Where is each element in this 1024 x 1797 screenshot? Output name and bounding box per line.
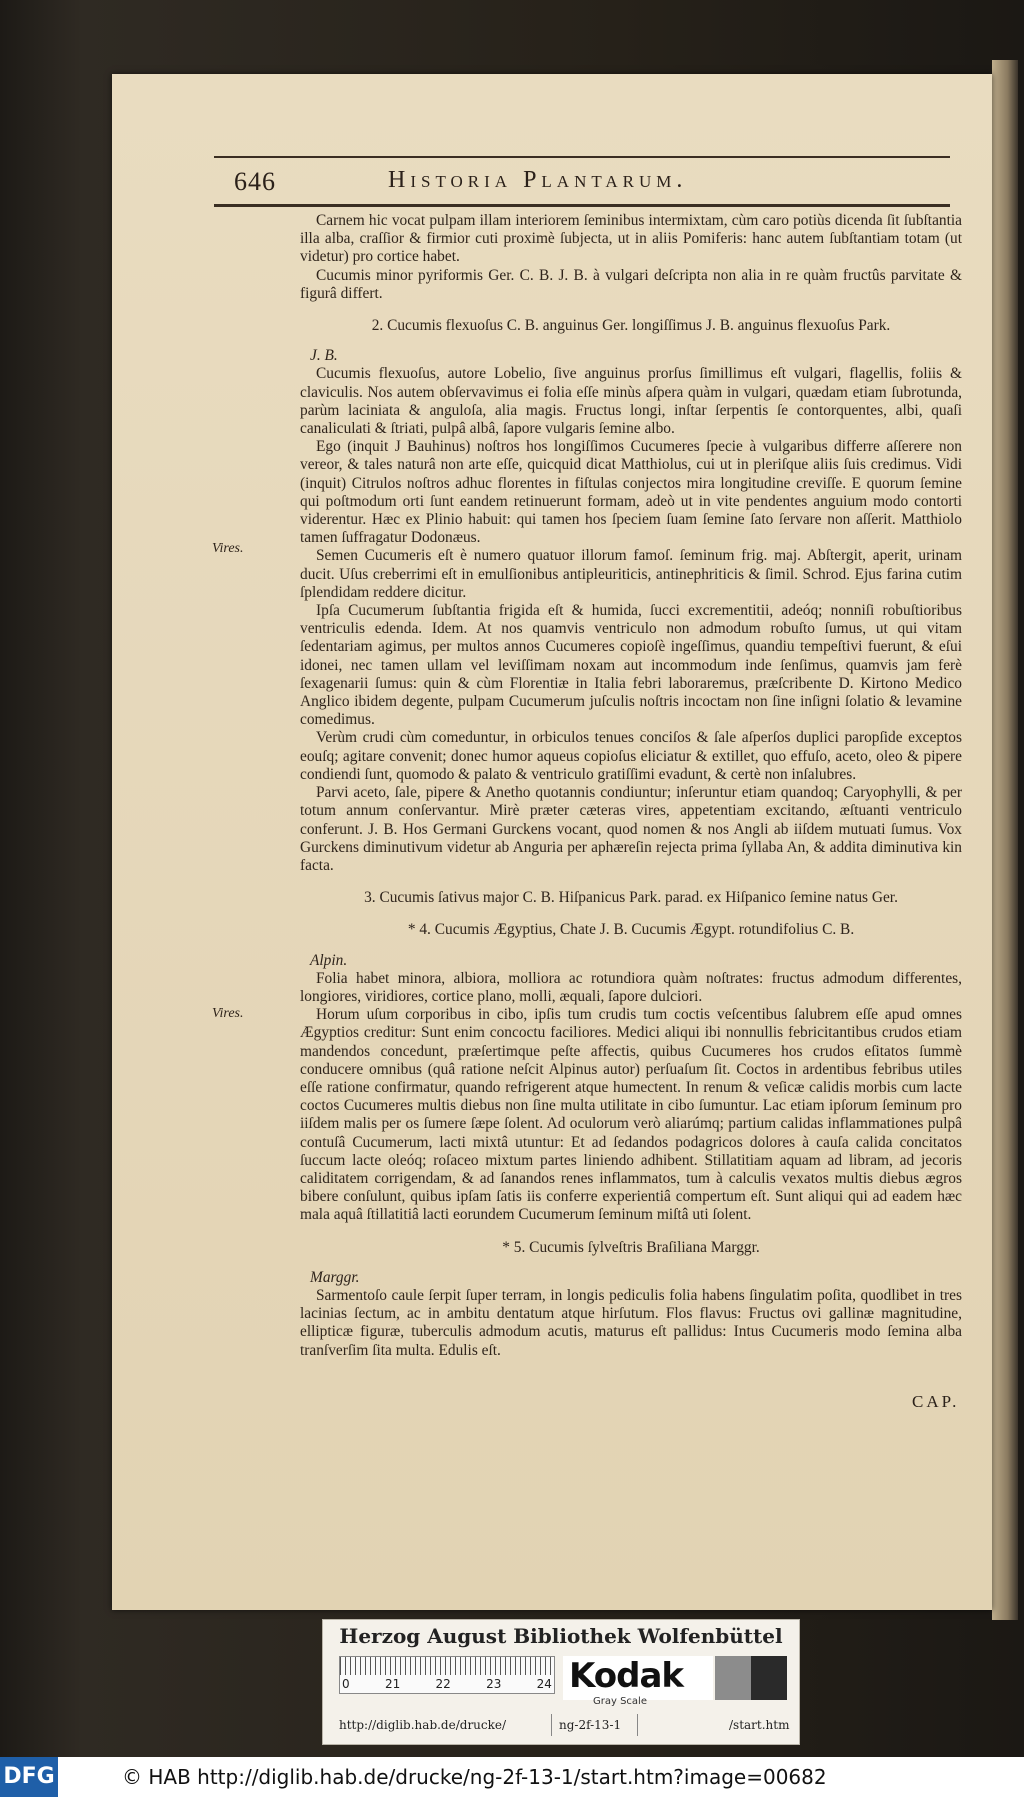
paragraph: Parvi aceto, ſale, pipere & Anetho quotannis condiuntur; inſeruntur etiam quandoq; Caryophylli, & per totum annum conſervantur. Mirè præter cæteras vires, appetentiam excitando, æſtuanti ventriculo conferunt. J. B. Hos Germani Gurckens vocant, quod nomen & nos Angli ab iiſdem mutuati ſumus. Vox Gurckens diminutivum videtur ab Anguria per aphæreſin rejecta prima ſyllaba An, & addita diminutiva kin facta. [300,784,962,874]
library-title: Herzog August Bibliothek Wolfenbüttel [339,1624,783,1648]
dfg-logo: DFG [0,1757,58,1797]
ruler-numbers [342,1677,552,1691]
paragraph: Ego (inquit J Bauhinus) noſtros hos longiſſimos Cucumeres ſpecie à vulgaribus differre aſſerere non vereor, & tales naturâ non arte eſſe, quicquid dicat Matthiolus, cui ut in pleriſque aliis ſuis credimus. Vidi (inquit) Citrulos noſtros adhuc florentes in fiſtulas conjectos mira longitudine creviſſe. E quorum ſemine qui poſtmodum orti ſunt eandem retinuerunt formam, adeò ut in vite pendentes anguium modo contorti viderentur. Hæc ex Plinio habuit: qui tamen hos ſpeciem ſuam ſemine ſato ſervare non aſſerit. Matthiolo tamen ſuffragatur Dodonæus. [300,438,962,547]
source-label: J. B. [310,347,338,365]
library-card [322,1619,800,1745]
url-base: http://diglib.hab.de/drucke/ [339,1718,507,1732]
margin-note-vires: Vires. [212,541,244,556]
running-head: Historia Plantarum. [388,167,688,193]
ruler-number: 0 [342,1677,350,1691]
paragraph: Folia habet minora, albiora, molliora ac rotundiora quàm noſtrates: fructus admodum differentes, longiores, viridiores, cortice plano, molli, æquali, ſapore dulciori. [300,969,962,1005]
kodak-logo-box [563,1656,713,1707]
paragraph: Ipſa Cucumerum ſubſtantia frigida eſt & humida, ſucci excrementitii, adeóq; nonniſi robuſtioribus ventriculis edenda. Idem. At nos quamvis ventriculo non admodum robuſto ſumus, ut qui vitam ſedentariam agimus, per multos annos Cucumeres copioſè ingeſſimus, quandiu tempeſtivi fuerunt, & eſui idonei, nec tamen ullam vel leviſſimam noxam aut incommodum inde ſenſimus, quamvis jam ferè ſexagenarii ſumus: quin & cùm Florentiæ in Italia febri laboraremus, præſcribente D. Kirtono Medico Anglico ibidem degente, pulpam Cucumerum juſculis noſtris incoctam non ſine inſigni ſolatio & levamine comedimus. [300,602,962,729]
page-edge [992,60,1018,1620]
catchword: CAP. [912,1392,960,1411]
species-heading: 3. Cucumis ſativus major C. B. Hiſpanicus Park. parad. ex Hiſpanico ſemine natus Ger. [364,889,898,907]
paragraph: Cucumis flexuoſus, autore Lobelio, ſive anguinus prorſus ſimillimus eſt vulgari, flagellis, foliis & claviculis. Nos autem obſervavimus ei folia eſſe minùs aſpera quàm in vulgari, quædam etiam ſubrotunda, parùm laciniata & anguloſa, alia magis. Fructus longi, inſtar ſerpentis ſe contorquentes, albi, quaſi canaliculati & ſtriati, pulpâ albâ, ſapore vulgaris ſemine albo. [300,365,962,438]
ruler-ticks [340,1657,554,1675]
footer-bar [0,1757,1024,1797]
body-text [300,212,962,1360]
species-heading: 2. Cucumis flexuoſus C. B. anguinus Ger. longiſſimus J. B. anguinus flexuoſus Park. [371,317,891,335]
paragraph: Sarmentoſo caule ſerpit ſuper terram, in longis pediculis folia habens ſingulatim poſita, quodlibet in tres lacinias ſectum, ac in ambitu dentatum atque hirſutum. Flos flavus: Fructus ovi gallinæ magnitudine, ellipticæ figuræ, tuberculis admodum acutis, maturus eſt pallidus: Intus Cucumeris modo ſemina alba tranſverſim ſita multa. Edulis eſt. [300,1286,962,1359]
ruler-number: 24 [536,1677,552,1691]
source-label: Marggr. [310,1268,360,1286]
gray-scale-label: Gray Scale [593,1696,647,1707]
species-heading: * 5. Cucumis ſylveſtris Braſiliana Marggr. [502,1238,760,1256]
gray-swatch [715,1656,751,1700]
url-shelfmark: ng-2f-13-1 [559,1718,622,1732]
footer-copyright-link[interactable]: © HAB http://diglib.hab.de/drucke/ng-2f-13-1/start.htm?image=00682 [122,1765,827,1789]
kodak-logo: Kodak [569,1656,683,1696]
species-heading: * 4. Cucumis Ægyptius, Chate J. B. Cucumis Ægypt. rotundifolius C. B. [407,921,855,939]
margin-note-vires: Vires. [212,1006,244,1021]
ruler-number: 23 [486,1677,502,1691]
source-label: Alpin. [310,951,348,969]
url-separator [551,1714,552,1736]
page-number: 646 [234,167,276,196]
paragraph: Horum uſum corporibus in cibo, ipſis tum crudis tum coctis veſcentibus ſalubrem eſſe apud omnes Ægyptios creditur: Sunt enim concoctu faciliores. Medici aliqui ibi nonnullis febricitantibus crudos etiam mandendos concedunt, præſertimque peſte affectis, quibus Cucumeres hos crudos eſitatos ſummè conducere omnibus (quâ ratione neſcit Alpinus autor) perſuaſum ſit. Coctos in ardentibus febribus utiles eſſe ratione confirmatur, quando refrigerent atque humectent. In renum & veſicæ calidis morbis cum lacte coctos Cucumeres multis diebus non ſine multa utilitate in cibo ſumuntur. Lac etiam ipſorum ſeminum pro iiſdem malis per os ſumere ſæpe ſolent. Ad oculorum verò aliarúmq; partium calidas inflammationes pulpâ contuſâ Cucumerum, lacti mixtâ utuntur: Et ad ſedandos podagricos dolores à cauſa calida concitatos ſuccum lacte oleóq; roſaceo mixtum partes liniendo adhibent. Stillatitiam aquam ad libram, ad jecoris caliditatem corrigendam, & ad ſanandos renes inflammatos, tum à calculis vexatos multis diebus ægros bibere conſulunt, quibus ipſam ſatis iis conferre experientiâ compertum eſt. Sunt aliqui qui ad eadem hæc mala aquâ ſtillatitiâ lacti eorundem Cucumerum ſeminum miſtâ uti ſolent. [300,1006,962,1224]
url-end: /start.htm [729,1718,790,1732]
paragraph: Semen Cucumeris eſt è numero quatuor illorum famoſ. ſeminum frig. maj. Abſtergit, aperit, urinam ducit. Uſus creberrimi eſt in emulſionibus antipleuriticis, antinephriticis & ſimil. Schrod. Ejus farina cutim ſplendidam reddere dicitur. [300,547,962,601]
url-separator [637,1714,638,1736]
paragraph: Verùm crudi cùm comeduntur, in orbiculos tenues conciſos & ſale aſperſos duplici paropſide exceptos eouſq; agitare convenit; donec humor aqueus copioſus eliciatur & extillet, quo effuſo, aceto, oleo & pipere condiendi ſunt, quomodo & palato & ventriculo gratiſſimi evadunt, & certè non inſalubres. [300,729,962,783]
ruler [339,1656,555,1694]
gray-swatch [751,1656,787,1700]
ruler-number: 21 [384,1677,401,1691]
ruler-number: 22 [435,1677,451,1691]
header-rule-bottom [214,204,950,207]
paragraph: Cucumis minor pyriformis Ger. C. B. J. B. à vulgari deſcripta non alia in re quàm fructûs parvitate & figurâ differt. [300,266,962,302]
header-rule [214,156,950,158]
paragraph: Carnem hic vocat pulpam illam interiorem ſeminibus intermixtam, cùm caro potiùs dicenda ſit ſubſtantia illa alba, craſſior & firmior cuti proximè ſubjecta, ut in aliis Pomiferis: hanc autem ſubſtantiam totam (ut videtur) pro cortice habet. [300,212,962,266]
